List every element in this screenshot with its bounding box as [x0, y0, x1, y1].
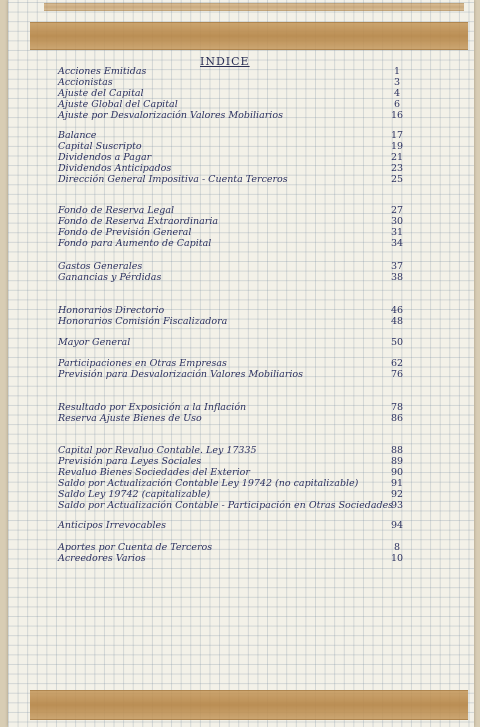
index-entry: [58, 88, 403, 99]
entry-page-number: 10: [390, 553, 404, 564]
entry-page-number: 93: [390, 500, 404, 511]
entry-label: Fondo para Aumento de Capital: [58, 238, 212, 249]
entry-page-number: 31: [390, 227, 404, 238]
entry-page-number: 48: [390, 316, 404, 327]
index-entry: [58, 163, 403, 174]
entry-label: Fondo de Reserva Legal: [58, 205, 175, 216]
index-entry: [58, 520, 403, 531]
index-entry: [58, 456, 403, 467]
index-title: INDICE: [200, 55, 250, 68]
entry-label: Previsión para Leyes Sociales: [58, 456, 202, 467]
tape-strip-top-thin: [44, 3, 464, 11]
index-entry: [58, 467, 403, 478]
entry-page-number: 1: [393, 66, 401, 77]
entry-label: Acciones Emitidas: [58, 66, 147, 77]
entry-page-number: 4: [393, 88, 401, 99]
entry-label: Ajuste Global del Capital: [58, 99, 178, 110]
entry-page-number: 3: [393, 77, 401, 88]
entry-label: Dirección General Impositiva - Cuenta Terceros: [58, 174, 288, 185]
index-entry: [58, 238, 403, 249]
index-entry: [58, 66, 403, 77]
entry-label: Dividendos Anticipados: [58, 163, 172, 174]
entry-page-number: 25: [390, 174, 404, 185]
entry-label: Previsión para Desvalorización Valores Mobiliarios: [58, 369, 304, 380]
index-entry: [58, 305, 403, 316]
entry-page-number: 21: [390, 152, 404, 163]
index-entry: [58, 553, 403, 564]
entry-page-number: 34: [390, 238, 404, 249]
index-entry: [58, 445, 403, 456]
index-entry: [58, 205, 403, 216]
entry-page-number: 90: [390, 467, 404, 478]
entry-page-number: 94: [390, 520, 404, 531]
entry-label: Accionistas: [58, 77, 113, 88]
entry-label: Revaluo Bienes Sociedades del Exterior: [58, 467, 250, 478]
entry-label: Balance: [58, 130, 97, 141]
entry-page-number: 46: [390, 305, 404, 316]
tape-strip-bottom: [30, 690, 468, 720]
index-entry: [58, 261, 403, 272]
entry-page-number: 38: [390, 272, 404, 283]
index-entry: [58, 216, 403, 227]
entry-page-number: 19: [390, 141, 404, 152]
entry-label: Ganancias y Pérdidas: [58, 272, 162, 283]
index-entry: [58, 478, 403, 489]
index-entry: [58, 402, 403, 413]
entry-page-number: 91: [390, 478, 404, 489]
entry-label: Capital por Revaluo Contable. Ley 17335: [58, 445, 257, 456]
entry-label: Honorarios Directorio: [58, 305, 165, 316]
entry-page-number: 8: [393, 542, 401, 553]
entry-label: Acreedores Varios: [58, 553, 146, 564]
entry-page-number: 27: [390, 205, 404, 216]
index-entry: [58, 337, 403, 348]
entry-label: Saldo Ley 19742 (capitalizable): [58, 489, 211, 500]
entry-label: Honorarios Comisión Fiscalizadora: [58, 316, 228, 327]
entry-label: Resultado por Exposición a la Inflación: [58, 402, 247, 413]
entry-label: Capital Suscripto: [58, 141, 142, 152]
index-entry: [58, 174, 403, 185]
index-entry: [58, 272, 403, 283]
index-entry: [58, 152, 403, 163]
entry-page-number: 17: [390, 130, 404, 141]
index-entry: [58, 542, 403, 553]
entry-page-number: 62: [390, 358, 404, 369]
index-entry: [58, 489, 403, 500]
entry-label: Aportes por Cuenta de Terceros: [58, 542, 213, 553]
index-entry: [58, 110, 403, 121]
entry-label: Ajuste por Desvalorización Valores Mobiliarios: [58, 110, 283, 121]
entry-label: Gastos Generales: [58, 261, 143, 272]
entry-page-number: 30: [390, 216, 404, 227]
index-entry: [58, 99, 403, 110]
entry-page-number: 50: [390, 337, 404, 348]
entry-page-number: 89: [390, 456, 404, 467]
entry-label: Saldo por Actualización Contable - Participación en Otras Sociedades: [58, 500, 394, 511]
index-entry: [58, 413, 403, 424]
entry-label: Saldo por Actualización Contable Ley 19742 (no capitalizable): [58, 478, 359, 489]
entry-label: Participaciones en Otras Empresas: [58, 358, 227, 369]
index-entry: [58, 227, 403, 238]
entry-label: Reserva Ajuste Bienes de Uso: [58, 413, 202, 424]
index-entry: [58, 500, 403, 511]
entry-page-number: 76: [390, 369, 404, 380]
tape-strip-top: [30, 22, 468, 50]
entry-label: Anticipos Irrevocables: [58, 520, 167, 531]
index-entry: [58, 369, 403, 380]
entry-label: Mayor General: [58, 337, 131, 348]
entry-page-number: 16: [390, 110, 404, 121]
entry-page-number: 88: [390, 445, 404, 456]
entry-page-number: 86: [390, 413, 404, 424]
entry-page-number: 92: [390, 489, 404, 500]
index-entry: [58, 316, 403, 327]
entry-page-number: 6: [393, 99, 401, 110]
entry-label: Fondo de Reserva Extraordinaria: [58, 216, 219, 227]
entry-page-number: 78: [390, 402, 404, 413]
index-entry: [58, 141, 403, 152]
entry-label: Fondo de Previsión General: [58, 227, 192, 238]
entry-label: Dividendos a Pagar: [58, 152, 152, 163]
entry-page-number: 23: [390, 163, 404, 174]
index-entry: [58, 77, 403, 88]
entry-page-number: 37: [390, 261, 404, 272]
entry-label: Ajuste del Capital: [58, 88, 144, 99]
index-entry: [58, 358, 403, 369]
index-entry: [58, 130, 403, 141]
